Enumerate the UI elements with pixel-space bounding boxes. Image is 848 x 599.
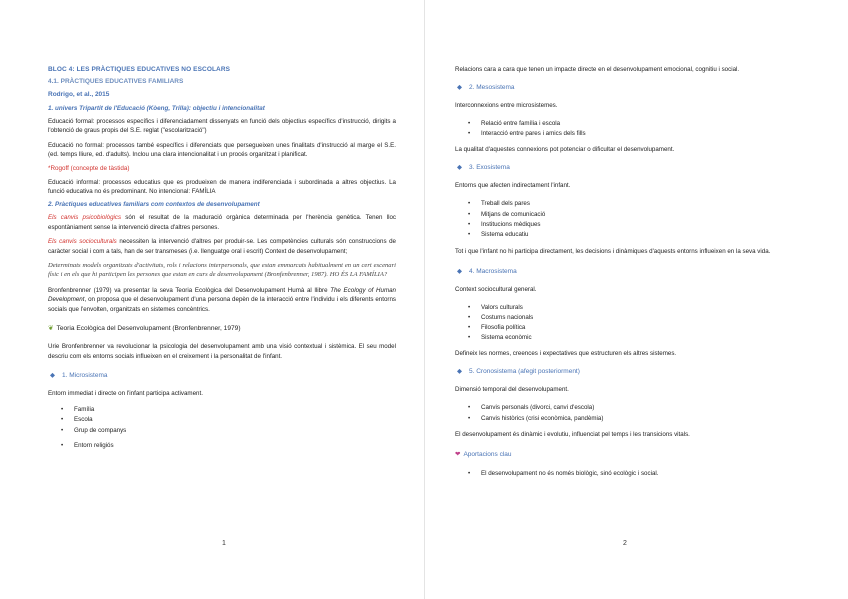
paragraph-socioculturals [48,237,396,256]
intro-text: Relacions cara a cara que tenen un impacte directe en el desenvolupament emocional, cognitiu i social. [455,66,740,73]
macrosistema-lead: Context sociocultural general. [455,285,537,293]
heading-macrosistema [455,267,794,275]
list-item: • Institucions mèdiques [455,220,794,230]
exosistema-label: 3. Exosistema [469,164,510,172]
term-socioculturals: Els canvis socioculturals [48,238,117,246]
list-item: • Canvis històrics (crisi econòmica, pandèmia) [455,414,794,424]
heading-aportacions [455,450,794,458]
bloc-title: BLOC 4: LES PRÀCTIQUES EDUCATIVES NO ESCOLARS [48,66,231,73]
paragraph-theory: Urie Bronfenbrenner va revolucionar la psicologia del desenvolupament amb una visió contextual i sistèmica. El seu model descriu com els entorns socials influeixen en el creixement i la personalitat de l'infant. [48,343,396,360]
paragraph-psicobiologics [48,213,396,232]
list-item: • Canvis personals (divorci, canvi d'escola) [455,403,794,413]
list-item: • Família [48,405,396,415]
heart-icon: ❤ [455,450,461,458]
macrosistema-list [455,303,794,344]
page-number: 1 [222,540,226,547]
exosistema-note: Tot i que l'infant no hi participa directament, les decisions i dinàmiques d'aquests entorns influeixen en la seva vida. [455,248,771,256]
list-item: • Costums nacionals [455,313,794,323]
seedling-icon: ❦ [48,325,54,333]
list-item: • Grup de companys [48,426,396,436]
paragraph-formal: Educació formal: processos específics i diferenciadament dissenyats en funció dels objectius específics d'instrucció, dirigits a l'obtenció de graus propis del S.E. reglat ("escolarització") [48,118,396,135]
psicobiologics-text: són el resultat de la maduració orgànica determinada per l'herència genètica. Tenen lloc espontàniament sense la intervenció directa d'altres persones. [48,214,396,231]
diamond-bullet-icon: ◆ [457,84,462,91]
diamond-bullet-icon: ◆ [457,368,462,376]
mesosistema-list [455,119,794,139]
list-item: • Entorn religiós [48,441,396,451]
mesosistema-label: 2. Mesosistema [469,84,515,91]
paragraph-informal: Educació informal: processos educatius que es produeixen de manera indiferenciada i subordinada a altres objectius. La funció educativa no és predominant. No intencional: FAMÍLIA [48,178,396,196]
list-item: • Filosofia política [455,323,794,333]
heading-cronosistema [455,367,794,375]
microsistema-label: 1. Microsistema [62,372,108,380]
theory-heading [48,324,396,332]
aportacions-list [455,469,794,479]
microsistema-lead: Entorn immediat i directe on l'infant participa activament. [48,390,203,398]
aportacions-label: Aportacions clau [463,450,512,458]
heading-practiques: 2. Pràctiques educatives familiars com contextos de desenvolupament [48,201,260,209]
list-item: • Treball dels pares [455,199,794,209]
socioculturals-text: necessiten la intervenció d'altres per produir-se. Les competències culturals són construccions de caràcter social i com a tals, han de ser transmeses (i.e. llenguatge oral i escrit) Context de desenvolupament; [48,238,396,255]
list-item: • Interacció entre pares i amics dels fills [455,129,794,139]
theory-heading-text: Teoria Ecològica del Desenvolupament (Bronfenbrenner, 1979) [56,325,241,333]
diamond-bullet-icon: ◆ [50,372,55,380]
exosistema-lead: Entorns que afecten indirectament l'infant. [455,182,571,190]
bronf-text-b: , on proposa que el desenvolupament d'una persona depèn de la interacció entre l'individu i els diferents entorns socials que l'envolten, organitzats en sistemes concèntrics. [48,296,396,313]
list-item: • Sistema educatiu [455,230,794,240]
rogoff-note: *Rogoff (concepte de tàstida) [48,164,130,172]
paragraph-bronfenbrenner [48,286,396,314]
heading-tripartit: 1. univers Tripartit de l'Educació (Kòeng, Trilla): objectiu i intencionalitat [48,105,265,112]
diamond-bullet-icon: ◆ [457,164,462,172]
list-item: • Mitjans de comunicació [455,210,794,220]
page-number: 2 [623,540,627,547]
author-reference: Rodrigo, et al., 2015 [48,91,110,98]
term-psicobiologics: Els canvis psicobiològics [48,214,122,222]
cronosistema-label: 5. Cronosistema (afegit posteriorment) [469,368,580,376]
microsistema-list [48,405,396,451]
macrosistema-label: 4. Macrosistema [469,267,517,275]
heading-microsistema [48,371,396,379]
cronosistema-note: El desenvolupament és dinàmic i evolutiu, influenciat pel temps i les transicions vitals. [455,430,690,438]
exosistema-list [455,199,794,240]
quote-bronfenbrenner: Determinats models organitzats d'activitats, rols i relacions interpersonals, que estan emmarcats habitualment en un cert escenari físic i en els que hi participen les persones que estan en curs de desenvolupament (Bronfenbrenner, 1987). HO ÉS LA FAMÍLIA? [48,262,396,279]
page-2 [424,0,848,599]
cronosistema-lead: Dimensió temporal del desenvolupament. [455,386,569,394]
paragraph-no-formal: Educació no formal: processos també específics i diferenciats que persegueixen unes finalitats d'instrucció al marge el S.E. (ed. temps lliure, ed. d'adults). Inclou una clara intencionalitat i un procés organitzat i planificat. [48,141,396,159]
list-item: • El desenvolupament no és només biològic, sinó ecològic i social. [455,469,794,479]
mesosistema-lead: Interconnexions entre microsistemes. [455,102,558,109]
list-item: • Sistema econòmic [455,333,794,343]
list-item: • Escola [48,415,396,425]
list-item: • Valors culturals [455,303,794,313]
book-title: The Ecology of Human Development [48,287,396,304]
heading-exosistema [455,163,794,171]
macrosistema-note: Defineix les normes, creences i expectatives que estructuren els altres sistemes. [455,350,677,358]
mesosistema-note: La qualitat d'aquestes connexions pot potenciar o dificultar el desenvolupament. [455,146,675,154]
list-item: • Relació entre família i escola [455,119,794,129]
bronf-text-a: Bronfenbrenner (1979) va presentar la seva Teoria Ecològica del Desenvolupament Humà al llibre [48,287,331,295]
section-subtitle: 4.1. PRÀCTIQUES EDUCATIVES FAMILIARS [48,78,184,85]
diamond-bullet-icon: ◆ [457,267,462,275]
heading-mesosistema [455,83,794,91]
cronosistema-list [455,403,794,423]
